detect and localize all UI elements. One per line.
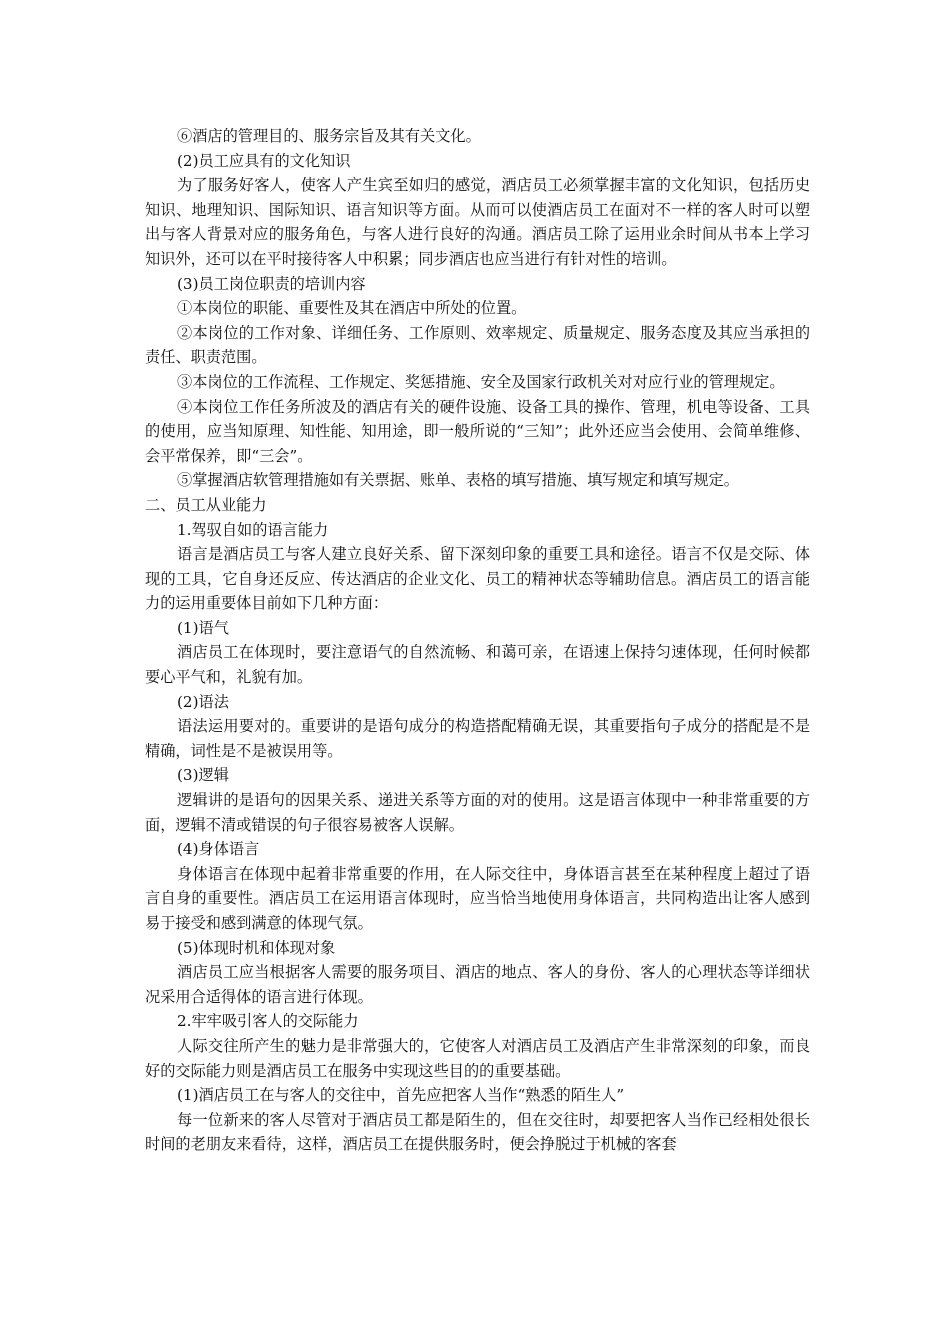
chapter-heading: 二、员工从业能力: [145, 495, 267, 514]
list-item: ⑤掌握酒店软管理措施如有关票据、账单、表格的填写措施、填写规定和填写规定。: [177, 471, 739, 490]
subsection-heading: (1)酒店员工在与客人的交往中，首先应把客人当作“熟悉的陌生人”: [177, 1086, 625, 1105]
paragraph: 语法运用要对的。重要讲的是语句成分的构造搭配精确无误，其重要指句子成分的搭配是不是精确，词性是不是被误用等。: [145, 717, 810, 760]
subsection-heading: (5)体现时机和体现对象: [177, 938, 336, 957]
paragraph: ⑥酒店的管理目的、服务宗旨及其有关文化。: [177, 127, 481, 145]
paragraph: 酒店员工应当根据客人需要的服务项目、酒店的地点、客人的身份、客人的心理状态等详细状况采用合适得体的语言进行体现。: [145, 963, 810, 1006]
subsection-heading: (3)逻辑: [177, 766, 229, 785]
list-item: ④本岗位工作任务所波及的酒店有关的硬件设施、设备工具的操作、管理，机电等设备、工具的使用，应当知原理、知性能、知用途，即一般所说的“三知”；此外还应当会使用、会简单维修、会平常保养，即“三会”。: [145, 397, 810, 465]
section-heading: 1.驾驭自如的语言能力: [177, 520, 329, 539]
paragraph: 身体语言在体现中起着非常重要的作用，在人际交往中，身体语言甚至在某种程度上超过了语言自身的重要性。酒店员工在运用语言体现时，应当恰当地使用身体语言，共同构造出让客人感到易于接受和感到满意的体现气氛。: [145, 864, 810, 932]
paragraph: 酒店员工在体现时，要注意语气的自然流畅、和蔼可亲，在语速上保持匀速体现，任何时候都要心平气和，礼貌有加。: [145, 643, 810, 687]
section-heading: 2.牢牢吸引客人的交际能力: [177, 1012, 359, 1031]
list-item: ③本岗位的工作流程、工作规定、奖惩措施、安全及国家行政机关对对应行业的管理规定。: [177, 372, 785, 391]
list-item: ①本岗位的职能、重要性及其在酒店中所处的位置。: [177, 299, 527, 318]
document-body: [145, 124, 810, 1157]
paragraph: 逻辑讲的是语句的因果关系、递进关系等方面的对的使用。这是语言体现中一种非常重要的方面，逻辑不清或错误的句子很容易被客人误解。: [145, 791, 810, 834]
section-heading: (2)员工应具有的文化知识: [177, 151, 351, 170]
subsection-heading: (1)语气: [177, 618, 229, 637]
list-item: ②本岗位的工作对象、详细任务、工作原则、效率规定、质量规定、服务态度及其应当承担的责任、职责范围。: [145, 323, 810, 367]
section-heading: (3)员工岗位职责的培训内容: [177, 274, 366, 293]
subsection-heading: (2)语法: [177, 692, 229, 711]
paragraph: 人际交往所产生的魅力是非常强大的，它使客人对酒店员工及酒店产生非常深刻的印象，而良好的交际能力则是酒店员工在服务中实现这些目的的重要基础。: [145, 1036, 810, 1080]
subsection-heading: (4)身体语言: [177, 840, 260, 859]
paragraph: 语言是酒店员工与客人建立良好关系、留下深刻印象的重要工具和途径。语言不仅是交际、体现的工具，它自身还反应、传达酒店的企业文化、员工的精神状态等辅助信息。酒店员工的语言能力的运用重要体目前如下几种方面：: [145, 545, 810, 613]
paragraph: 为了服务好客人，使客人产生宾至如归的感觉，酒店员工必须掌握丰富的文化知识，包括历史知识、地理知识、国际知识、语言知识等方面。从而可以使酒店员工在面对不一样的客人时可以塑出与客人背景对应的服务角色，与客人进行良好的沟通。酒店员工除了运用业余时间从书本上学习知识外，还可以在平时接待客人中积累；同步酒店也应当进行有针对性的培训。: [145, 176, 810, 268]
paragraph: 每一位新来的客人尽管对于酒店员工都是陌生的，但在交往时，却要把客人当作已经相处很长时间的老朋友来看待，这样，酒店员工在提供服务时，便会挣脱过于机械的客套: [145, 1110, 810, 1154]
